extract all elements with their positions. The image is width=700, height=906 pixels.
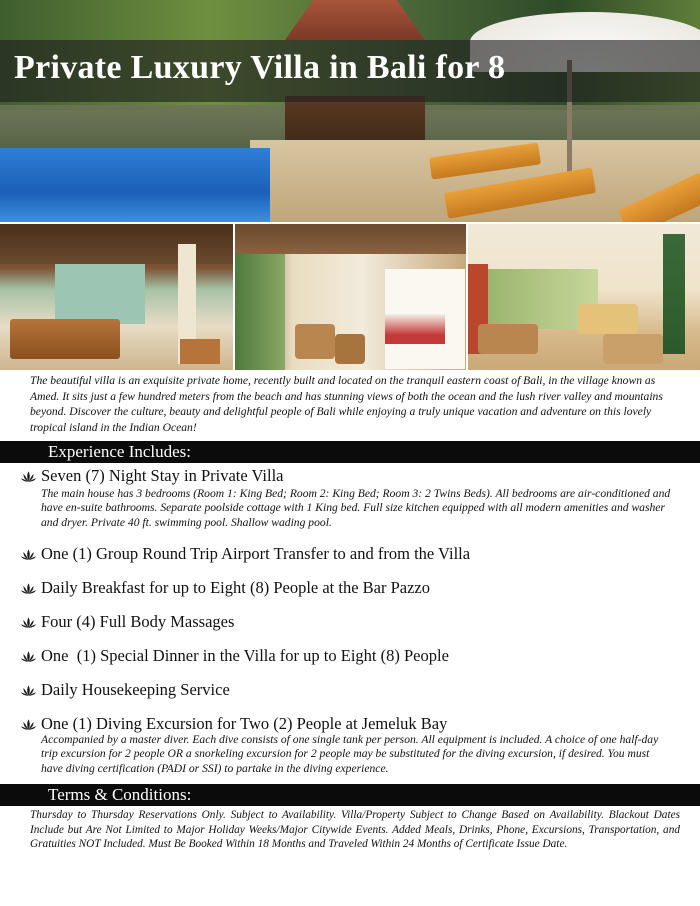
intro-paragraph: The beautiful villa is an exquisite private home, recently built and located on the tranquil eastern coast of Bali, in the village known as Amed. It sits just a few hundred meters from the beach and has stunning views of both the ocean and the lush river valley and mountains beyond. Discover the culture, beauty and delightful people of Bali while enjoying a truly unique vacation and adventure on this lovely tropical island in the Indian Ocean! <box>30 374 663 434</box>
living-room-photo <box>468 224 700 370</box>
list-item <box>20 544 470 564</box>
item-title: Daily Breakfast for up to Eight (8) People at the Bar Pazzo <box>41 578 431 597</box>
lotus-flower-icon <box>20 683 37 698</box>
item-title: Four (4) Full Body Massages <box>41 612 235 631</box>
hero-pool-photo <box>0 0 700 222</box>
list-item <box>20 714 447 734</box>
terms-header-band <box>0 784 700 806</box>
item-title: One (1) Diving Excursion for Two (2) People at Jemeluk Bay <box>41 714 448 733</box>
item-title: One (1) Group Round Trip Airport Transfer to and from the Villa <box>41 544 471 563</box>
lotus-flower-icon <box>20 547 37 562</box>
lotus-flower-icon <box>20 649 37 664</box>
experience-header-band <box>0 441 700 463</box>
dining-room-photo <box>0 224 233 370</box>
item-title: One (1) Special Dinner in the Villa for up to Eight (8) People <box>41 646 449 665</box>
experience-heading: Experience Includes: <box>48 442 192 461</box>
lotus-flower-icon <box>20 717 37 732</box>
terms-paragraph: Thursday to Thursday Reservations Only. Subject to Availability. Villa/Property Subject to Change Based on Availability. Blackout Dates Include but Are Not Limited to Major Holiday Weeks/Major Citywide Events. Added Meals, Drinks, Phone, Excursions, Transportation, and Gratuities NOT Included. Must Be Booked Within 18 Months and Traveled Within 24 Months of Certificate Issue Date. <box>30 809 680 850</box>
list-item <box>20 578 430 598</box>
item-title: Daily Housekeeping Service <box>41 680 230 699</box>
list-item <box>20 612 234 632</box>
bedroom-photo <box>235 224 466 370</box>
item-description: The main house has 3 bedrooms (Room 1: King Bed; Room 2: King Bed; Room 3: 2 Twins Beds). All bedrooms are air-conditioned and have en-suite bathrooms. Separate poolside cottage with 1 King bed. Full size kitchen equipped with all modern amenities and washer and dryer. Private 40 ft. swimming pool. Shallow wading pool. <box>41 487 671 529</box>
item-title: Seven (7) Night Stay in Private Villa <box>41 466 284 485</box>
list-item <box>20 646 449 666</box>
terms-heading: Terms & Conditions: <box>48 785 192 804</box>
lotus-flower-icon <box>20 615 37 630</box>
page-title: Private Luxury Villa in Bali for 8 <box>14 49 506 86</box>
item-description: Accompanied by a master diver. Each dive consists of one single tank per person. All equipment is included. A choice of one half-day trip excursion for 2 people OR a snorkeling excursion for 2 people may be substituted for the diving excursion, if desired. You must have diving certification (PADI or SSI) to partake in the diving experience. <box>41 733 659 775</box>
list-item <box>20 466 284 486</box>
lotus-flower-icon <box>20 469 37 484</box>
list-item <box>20 680 230 700</box>
lotus-flower-icon <box>20 581 37 596</box>
